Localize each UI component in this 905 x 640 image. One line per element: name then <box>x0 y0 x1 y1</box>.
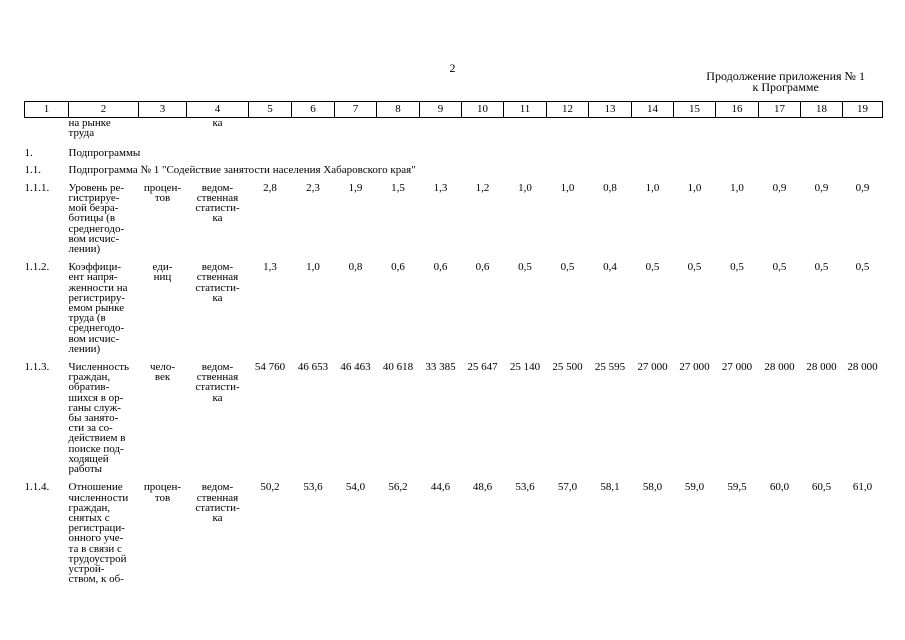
indicator-value: 40 618 <box>382 361 414 374</box>
indicator-value: 0,5 <box>645 261 660 274</box>
table-row <box>25 474 883 584</box>
indicator-value: 25 140 <box>509 361 541 374</box>
indicator-value: 53,6 <box>515 481 535 494</box>
indicator-source-line: ка <box>212 511 223 524</box>
section-title: Подпрограммы <box>68 147 141 160</box>
indicator-name-line: емом рынке <box>68 302 125 315</box>
carryover-value-empty <box>504 118 547 139</box>
indicator-name-line: вом исчис- <box>68 332 120 345</box>
carryover-value-empty <box>589 118 632 139</box>
column-header-19: 19 <box>843 102 883 118</box>
indicator-name-line: Отношение <box>68 481 123 494</box>
section-row <box>25 159 883 175</box>
indicator-source-line: ственная <box>196 271 239 284</box>
carryover-unit <box>139 118 187 139</box>
indicator-value: 25 500 <box>552 361 583 374</box>
column-header-18: 18 <box>801 102 843 118</box>
indicator-source-line: ка <box>212 212 223 225</box>
indicator-value: 27 000 <box>637 361 668 374</box>
indicator-value: 1,0 <box>730 181 744 194</box>
indicator-value: 54 760 <box>254 361 286 374</box>
indicator-value: 57,0 <box>557 481 578 494</box>
page-number: 2 <box>449 61 456 75</box>
column-header-1: 1 <box>25 102 69 118</box>
indicator-value: 44,6 <box>430 481 451 494</box>
indicator-unit-line: процен- <box>143 181 182 194</box>
table-header-row <box>25 102 883 118</box>
indicator-value: 61,0 <box>852 481 873 494</box>
indicator-source-line: статисти- <box>195 381 240 394</box>
indicator-name-line: численности <box>68 491 129 504</box>
indicator-value: 2,3 <box>306 181 320 194</box>
indicator-name-line: бы занято- <box>68 412 119 425</box>
indicator-source-line: статисти- <box>195 501 240 514</box>
indicator-name-line: работы <box>68 463 103 476</box>
carryover-value-empty <box>249 118 292 139</box>
section-number: 1.1. <box>24 163 41 176</box>
section-row <box>25 138 883 158</box>
indicator-name <box>69 354 139 474</box>
table-row <box>25 354 883 474</box>
indicator-value: 25 595 <box>594 361 626 374</box>
continuation-line-1: Продолжение приложения № 1 <box>706 69 865 83</box>
indicator-name-line: шихся в ор- <box>68 391 124 404</box>
carryover-value-empty <box>462 118 504 139</box>
indicator-value: 0,6 <box>391 261 405 274</box>
indicator-name-line: среднегодо- <box>68 222 125 235</box>
indicator-name-line: трудоустрой <box>68 552 127 565</box>
indicator-source-line: статисти- <box>195 202 240 215</box>
indicator-source <box>187 474 249 584</box>
indicator-value: 0,9 <box>855 181 870 194</box>
indicator-value: 59,0 <box>684 481 705 494</box>
indicator-source <box>187 354 249 474</box>
indicator-value: 58,1 <box>600 481 620 494</box>
column-header-11: 11 <box>504 102 547 118</box>
indicator-source-line: ведом- <box>201 261 234 274</box>
indicator-value: 60,0 <box>769 481 790 494</box>
indicator-value: 1,5 <box>391 181 405 194</box>
carryover-row <box>25 118 883 139</box>
carryover-value-empty <box>292 118 335 139</box>
indicator-value: 46 463 <box>340 361 371 374</box>
column-header-17: 17 <box>759 102 801 118</box>
column-header-3: 3 <box>139 102 187 118</box>
indicator-name-line: снятых с <box>68 511 110 524</box>
carryover-name-line: на рынке <box>68 117 111 129</box>
indicator-name-line: граждан, <box>68 501 111 514</box>
indicator-value: 1,3 <box>433 181 448 194</box>
carryover-value-empty <box>377 118 420 139</box>
column-header-7: 7 <box>335 102 377 118</box>
indicator-name-line: Уровень ре- <box>68 181 125 194</box>
indicator-value: 0,5 <box>518 261 532 274</box>
carryover-value-empty <box>674 118 716 139</box>
indicator-name-line: граждан, <box>68 371 111 384</box>
column-header-16: 16 <box>716 102 759 118</box>
indicator-source-line: ка <box>212 291 223 304</box>
indicator-value: 1,0 <box>518 181 532 194</box>
indicator-value: 0,5 <box>560 261 575 274</box>
column-header-15: 15 <box>674 102 716 118</box>
indicator-value: 0,6 <box>475 261 490 274</box>
indicator-unit <box>139 254 187 354</box>
indicator-name-line: та в связи с <box>68 542 122 555</box>
indicator-value: 0,5 <box>814 261 829 274</box>
carryover-num <box>25 118 69 139</box>
indicator-value: 28 000 <box>847 361 878 374</box>
carryover-value-empty <box>716 118 759 139</box>
carryover-name <box>69 118 139 139</box>
indicator-name-line: среднегодо- <box>68 322 125 335</box>
indicator-unit <box>139 354 187 474</box>
indicator-value: 27 000 <box>721 361 753 374</box>
continuation-note <box>706 71 865 93</box>
indicator-name-line: женности на <box>68 281 128 294</box>
indicator-value: 0,4 <box>603 261 617 274</box>
carryover-value-empty <box>547 118 589 139</box>
carryover-value-empty <box>632 118 674 139</box>
indicator-source-line: ведом- <box>201 181 234 194</box>
indicator-value: 1,0 <box>645 181 660 194</box>
indicator-unit-line: тов <box>154 192 171 205</box>
indicator-name-line: ганы служ- <box>68 401 121 414</box>
indicator-value: 60,5 <box>811 481 832 494</box>
indicator-value: 0,5 <box>855 261 870 274</box>
carryover-source-line: ка <box>212 117 223 129</box>
indicator-number: 1.1.1. <box>24 181 50 194</box>
column-header-12: 12 <box>547 102 589 118</box>
indicator-value: 0,8 <box>348 261 363 274</box>
indicators-table <box>24 101 883 584</box>
indicator-unit-line: еди- <box>152 261 173 274</box>
column-header-14: 14 <box>632 102 674 118</box>
indicator-value: 46 653 <box>297 361 329 374</box>
indicator-name-line: сти за со- <box>68 422 113 435</box>
column-header-5: 5 <box>249 102 292 118</box>
carryover-value-empty <box>759 118 801 139</box>
indicator-unit-line: чело- <box>149 361 176 374</box>
indicator-value: 2,8 <box>263 181 277 194</box>
indicator-unit-line: процен- <box>143 481 182 494</box>
indicator-value: 0,9 <box>814 181 829 194</box>
column-header-10: 10 <box>462 102 504 118</box>
indicator-name-line: Коэффици- <box>68 261 122 274</box>
indicator-source-line: ственная <box>196 192 239 205</box>
indicator-name-line: мой безра- <box>68 202 119 215</box>
indicator-name-line: ботицы (в <box>68 212 116 225</box>
indicator-name <box>69 254 139 354</box>
indicator-value: 56,2 <box>388 481 408 494</box>
table-body <box>25 118 883 585</box>
indicator-name-line: лении) <box>68 243 101 256</box>
carryover-value-empty <box>335 118 377 139</box>
table-row <box>25 175 883 254</box>
indicator-unit <box>139 474 187 584</box>
indicator-value: 25 647 <box>467 361 498 374</box>
indicator-value: 0,5 <box>730 261 744 274</box>
indicator-name-line: устрой- <box>68 562 105 575</box>
indicator-number: 1.1.3. <box>24 361 50 374</box>
indicator-name <box>69 175 139 254</box>
indicator-name-line: ством, к об- <box>68 573 124 586</box>
column-header-9: 9 <box>420 102 462 118</box>
indicator-name-line: регистриру- <box>68 291 126 304</box>
carryover-value-empty <box>420 118 462 139</box>
indicator-value: 0,8 <box>603 181 617 194</box>
indicator-source-line: ведом- <box>201 361 234 374</box>
indicator-value: 1,0 <box>687 181 702 194</box>
indicator-name-line: онного уче- <box>68 532 124 545</box>
column-header-13: 13 <box>589 102 632 118</box>
indicator-unit-line: век <box>154 371 171 384</box>
table-row <box>25 254 883 354</box>
indicator-value: 27 000 <box>679 361 710 374</box>
indicator-value: 1,2 <box>475 181 490 194</box>
indicator-source-line: ственная <box>196 371 239 384</box>
indicator-source-line: ственная <box>196 491 239 504</box>
indicator-value: 1,9 <box>348 181 363 194</box>
indicator-value: 50,2 <box>260 481 280 494</box>
column-header-2: 2 <box>69 102 139 118</box>
indicator-name-line: ходящей <box>68 452 109 465</box>
indicator-name <box>69 474 139 584</box>
indicator-value: 0,6 <box>433 261 448 274</box>
indicator-name-line: действием в <box>68 432 126 445</box>
carryover-source <box>187 118 249 139</box>
column-header-6: 6 <box>292 102 335 118</box>
indicator-source <box>187 175 249 254</box>
indicator-value: 1,0 <box>560 181 575 194</box>
carryover-name-line: труда <box>68 127 95 140</box>
indicator-number: 1.1.4. <box>24 481 50 494</box>
indicator-name-line: ент напря- <box>68 271 118 284</box>
indicator-value: 28 000 <box>806 361 837 374</box>
carryover-value-empty <box>801 118 843 139</box>
indicator-unit-line: тов <box>154 491 171 504</box>
carryover-value-empty <box>843 118 883 139</box>
indicator-name-line: вом исчис- <box>68 232 120 245</box>
indicator-value: 33 385 <box>425 361 456 374</box>
continuation-line-2: к Программе <box>752 80 819 94</box>
indicator-unit <box>139 175 187 254</box>
indicator-value: 53,6 <box>303 481 323 494</box>
indicator-value: 1,3 <box>263 261 277 274</box>
indicator-name-line: труда (в <box>68 312 106 325</box>
indicator-name-line: Численность <box>68 361 130 374</box>
indicator-value: 58,0 <box>642 481 663 494</box>
section-title: Подпрограмма № 1 "Содействие занятости населения Хабаровского края" <box>68 163 416 176</box>
indicator-name-line: лении) <box>68 342 101 355</box>
indicator-name-line: поиске под- <box>68 442 124 455</box>
indicator-name-line: обратив- <box>68 381 110 394</box>
indicator-number: 1.1.2. <box>24 261 50 274</box>
indicator-name-line: регистраци- <box>68 522 125 535</box>
column-header-8: 8 <box>377 102 420 118</box>
section-number: 1. <box>24 147 33 160</box>
column-header-4: 4 <box>187 102 249 118</box>
indicator-source-line: ведом- <box>201 481 234 494</box>
indicator-value: 48,6 <box>472 481 493 494</box>
indicator-name-line: гистрируе- <box>68 192 120 205</box>
indicator-value: 28 000 <box>764 361 795 374</box>
indicator-value: 54,0 <box>345 481 366 494</box>
indicator-source-line: статисти- <box>195 281 240 294</box>
indicator-source-line: ка <box>212 391 223 404</box>
indicator-value: 1,0 <box>306 261 320 274</box>
indicator-source <box>187 254 249 354</box>
indicator-unit-line: ниц <box>153 271 172 284</box>
indicator-value: 0,5 <box>687 261 702 274</box>
indicator-value: 0,9 <box>772 181 787 194</box>
indicator-value: 0,5 <box>772 261 787 274</box>
indicator-value: 59,5 <box>727 481 747 494</box>
